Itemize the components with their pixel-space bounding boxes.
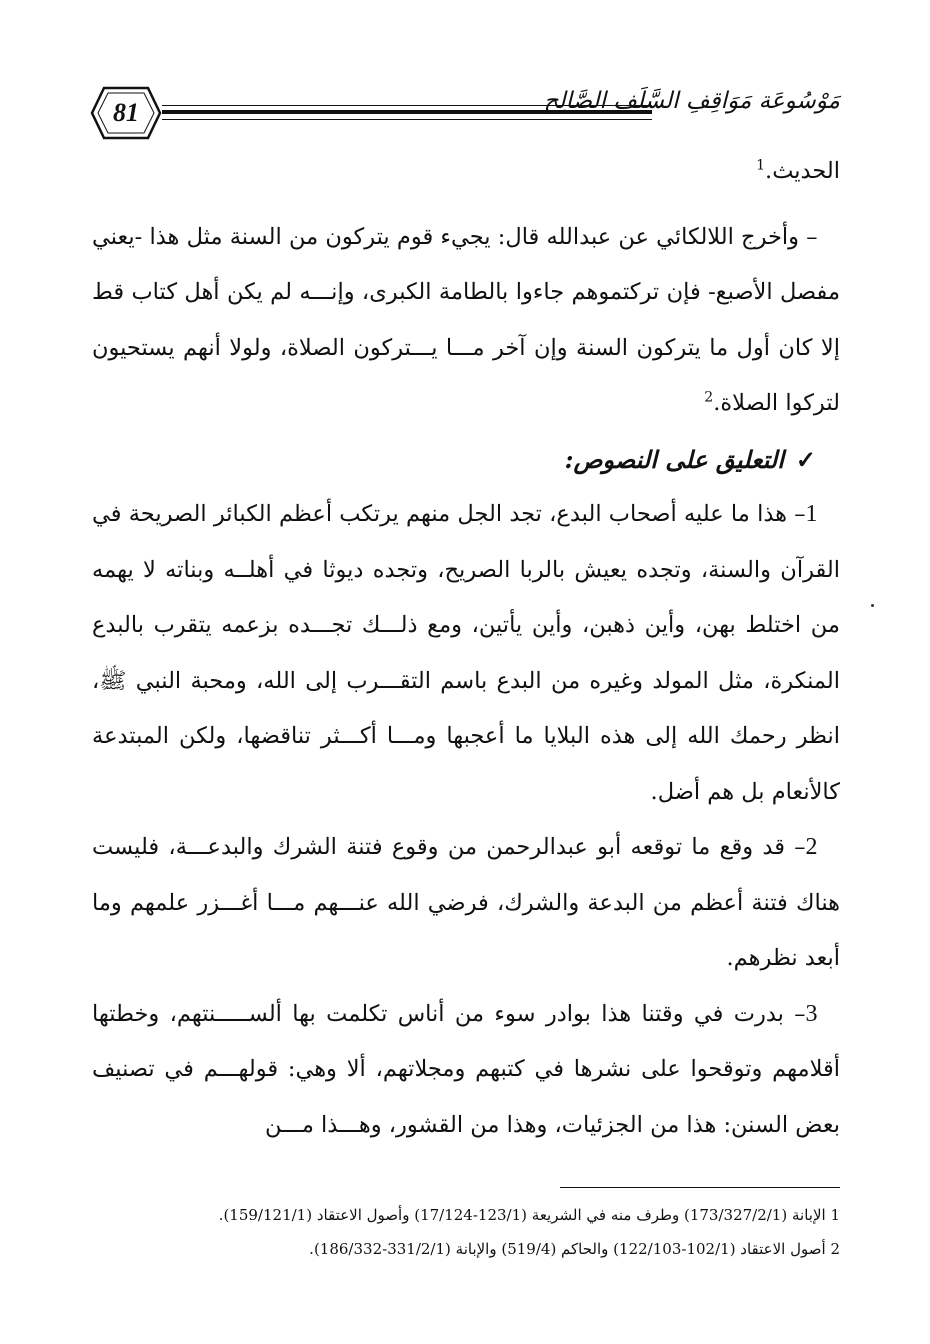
book-title: مَوْسُوعَة مَوَاقِفِ السَّلَفِ الصَّالِح bbox=[543, 88, 840, 114]
item-text: – قد وقع ما توقعه أبو عبدالرحمن من وقوع فتنة الشرك والبدعـــة، فليست هناك فتنة أعظم من البدعة والشرك، فرضي الله عنـــهم مـــا أغـــزر علمهم وما أبعد نظرهم. bbox=[92, 834, 840, 971]
item-text: – هذا ما عليه أصحاب البدع، تجد الجل منهم يرتكب أعظم الكبائر الصريحة في القرآن والسنة، وتجده يعيش بالربا الصريح، وتجده ديوثا في أهلــه وبناته لا يهمه من اختلط بهن، وأين ذهبن، وأين يأتين، ومع ذلـــك تجـــده بزعمه يتقرب بالبدع المنكرة، مثل المولد وغيره من البدع باسم التقـــرب إلى الله، ومحبة النبي ﷺ، انظر رحمك الله إلى هذه البلايا ما أعجبها ومـــا أكـــثر تناقضها، ولكن المبتدعة كالأنعام بل هم أضل. bbox=[92, 501, 840, 805]
item-number: 3 bbox=[805, 1000, 818, 1027]
footnotes bbox=[92, 1198, 840, 1266]
scan-speck bbox=[871, 604, 874, 607]
footnote-ref: 1 bbox=[756, 157, 766, 174]
paragraph bbox=[92, 210, 840, 432]
check-icon: ✓ bbox=[795, 444, 816, 474]
heading-text: التعليق على النصوص: bbox=[564, 444, 784, 474]
footnote bbox=[92, 1232, 840, 1266]
paragraph bbox=[92, 144, 840, 200]
main-text bbox=[92, 144, 840, 1153]
footnote-divider bbox=[560, 1187, 840, 1188]
header-rule bbox=[162, 119, 652, 120]
footnote-number: 1 bbox=[830, 1206, 840, 1224]
text-fragment: – وأخرج اللالكائي عن عبدالله قال: يجيء قوم يتركون من السنة مثل هذا -يعني مفصل الأصبع- فإن تركتموهم جاءوا بالطامة الكبرى، وإنـــه لم يكن أهل كتاب قط إلا كان أول ما يتركون السنة وإن آخر مـــا يـــتركون الصلاة، ولولا أنهم يستحيون لتركوا الصلاة. bbox=[92, 223, 840, 416]
page-number-badge bbox=[90, 84, 162, 142]
item-number: 1 bbox=[805, 501, 818, 527]
list-item bbox=[92, 487, 840, 820]
list-item bbox=[92, 820, 840, 987]
footnote-text: الإبانة (173/327/2/1) وطرف منه في الشريعة (123/1-17/124) وأصول الاعتقاد (159/121/1). bbox=[218, 1206, 826, 1224]
page-number: 81 bbox=[113, 98, 139, 127]
footnote-ref: 2 bbox=[704, 389, 714, 406]
item-number: 2 bbox=[805, 834, 818, 860]
section-heading bbox=[92, 432, 840, 488]
list-item bbox=[92, 987, 840, 1154]
page-header bbox=[90, 84, 840, 144]
text-fragment: الحديث. bbox=[765, 158, 840, 184]
footnote-number: 2 bbox=[830, 1240, 840, 1258]
item-text: – بدرت في وقتنا هذا بوادر سوء من أناس تكلمت بها ألســـــنتهم، وخطتها أقلامهم وتوقحوا على نشرها في كتبهم ومجلاتهم، ألا وهي: قولهـــم في تصنيف بعض السنن: هذا من الجزئيات، وهذا من القشور، وهـــذا مـــن bbox=[92, 1000, 840, 1138]
footnote-text: أصول الاعتقاد (102/1-122/103) والحاكم (519/4) والإبانة (331/2/1-186/332). bbox=[309, 1240, 826, 1258]
footnote bbox=[92, 1198, 840, 1232]
